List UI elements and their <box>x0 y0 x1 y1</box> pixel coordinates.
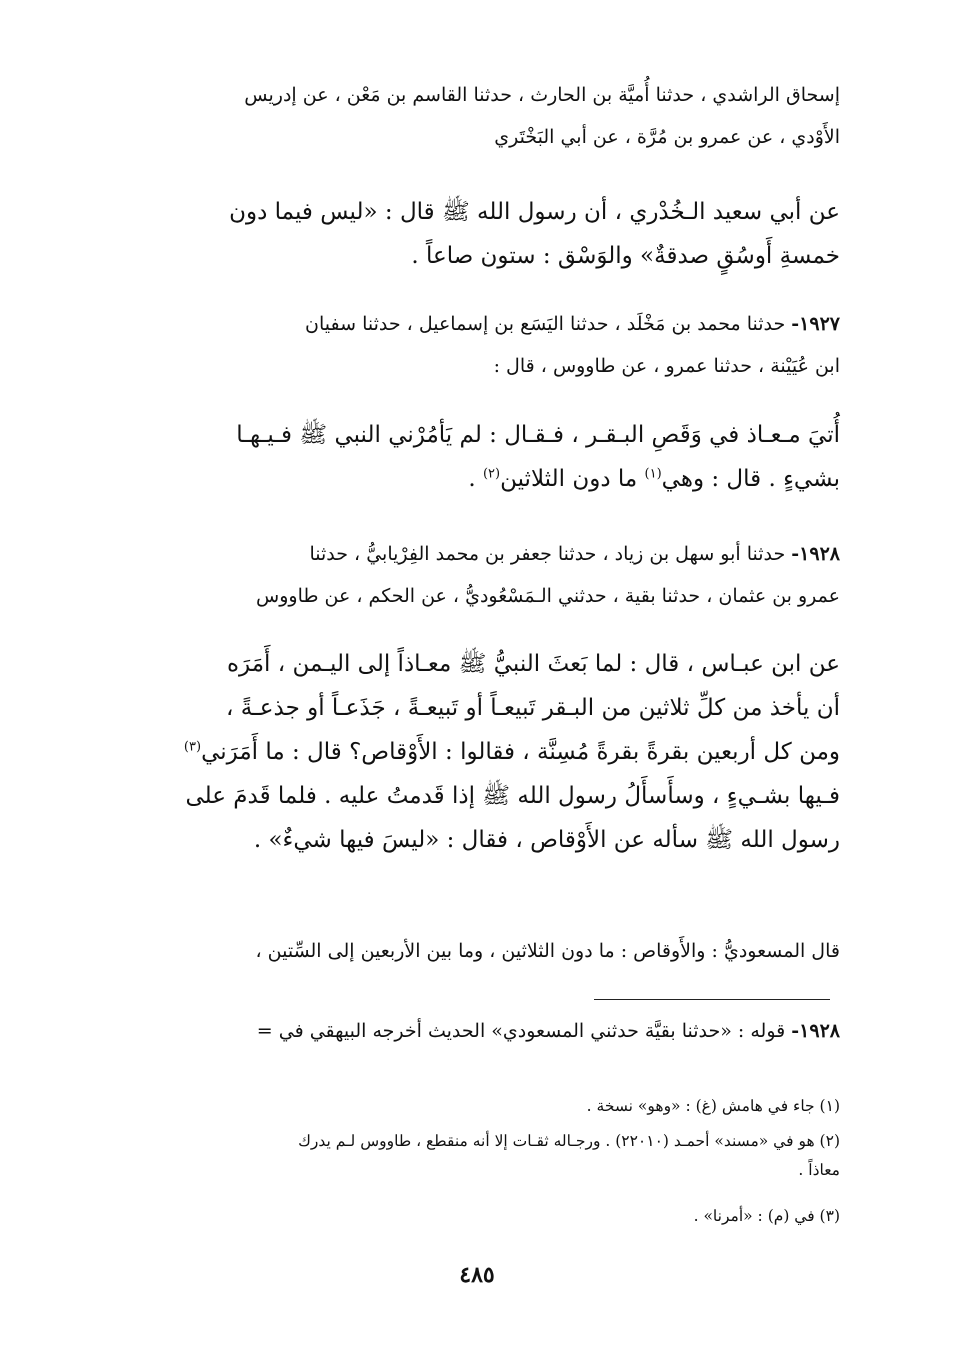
text-line: أُتيَ مـعـاذ في وَقَصِ البـقـر ، فـقـال : لم يَأمُرْني النبي ﷺ فـيـهـا <box>236 422 840 448</box>
text-line: رسول الله ﷺ سأله عن الأَوْقاص ، فقال : «ليسَ فيها شيءٌ» . <box>253 827 840 853</box>
footnote-marker: (٣) <box>183 739 202 755</box>
text-fragment: . <box>468 466 483 492</box>
footnote-3 <box>120 1202 840 1231</box>
text-line: حدثنا أبو سهل بن زياد ، حدثنا جعفر بن محمد الفِرْيابيُّ ، حدثنا <box>309 543 786 565</box>
text-line: عن ابن عبـاس ، قال : لما بَعثَ النبيُّ ﷺ معـاذاً إلى اليـمن ، أَمَرَه <box>226 651 840 677</box>
text-line: (٢) هو في «مسند» أحمـد (٢٢٠١٠) . ورجـاله ثقـات إلا أنه منقطع ، طاووس لـم يدرك <box>298 1132 840 1150</box>
footnote-marker: (٢) <box>482 466 501 482</box>
footnote-2 <box>120 1127 840 1185</box>
text-line: بشيءٍ . قال : وهي <box>661 466 840 492</box>
commentary-line <box>120 930 840 972</box>
hadith-1927-text <box>120 413 840 501</box>
text-line: ابن عُيَيْنة ، حدثنا عمرو ، عن طاووس ، قال : <box>493 355 840 377</box>
text-line: قوله : «حدثنا بقيَّة حدثني المسعودي» الحديث أخرجه البيهقي في = <box>256 1020 786 1042</box>
footnote-separator <box>594 999 830 1000</box>
hadith-text <box>120 190 840 278</box>
text-fragment: ما دون الثلاثين <box>500 466 645 492</box>
text-line: عمرو بن عثمان ، حدثنا بقية ، حدثني الـمَسْعُوديُّ ، عن الحكم ، عن طاووس <box>256 585 840 607</box>
isnad-continuation <box>120 74 840 158</box>
hadith-1928-text <box>120 642 840 862</box>
footnote-1 <box>120 1092 840 1121</box>
text-line: (١) جاء في هامش (غ) : «وهو» نسخة . <box>586 1097 840 1115</box>
text-line: إسحاق الراشدي ، حدثنا أُميَّة بن الحارث ، حدثنا القاسم بن مَعْن ، عن إدريس <box>244 84 840 106</box>
page-number: ٤٨٥ <box>459 1262 495 1288</box>
text-line: حدثنا محمد بن مَخْلَد ، حدثنا اليَسَع بن إسماعيل ، حدثنا سفيان <box>305 313 786 335</box>
hadith-number: ١٩٢٧- <box>791 313 840 335</box>
text-line: ومن كل أربعين بقرةً بقرةً مُسِنَّة ، فقالوا : الأَوْقاص؟ قال : ما أَمَرَني <box>201 739 840 765</box>
text-line: عن أبي سعيد الـخُدْري ، أن رسول الله ﷺ قال : «ليس فيما دون <box>229 199 840 225</box>
hadith-1928-isnad <box>120 533 840 617</box>
hadith-1927-isnad <box>120 303 840 387</box>
hadith-number: ١٩٢٨- <box>791 1020 840 1042</box>
footnote-main <box>120 1016 840 1046</box>
footnote-marker: (١) <box>644 466 662 482</box>
text-line: فـيها بشـيءٍ ، وسأَسأَلُ رسول الله ﷺ إذا قَدمتُ عليه . فلما قَدمَ على <box>185 783 840 809</box>
text-line: معاذاً . <box>798 1161 840 1179</box>
text-line: قال المسعوديُّ : والأَوقاص : ما دون الثلاثين ، وما بين الأربعين إلى السِّتين ، <box>255 940 840 962</box>
text-line: (٣) في (م) : «أمرنا» . <box>693 1207 840 1225</box>
text-line: خمسةِ أَوسُقٍ صدقةٌ» والوَسْق : ستون صاعاً . <box>411 243 840 269</box>
text-line: الأَوْدي ، عن عمرو بن مُرَّة ، عن أبي البَخْتَري <box>494 126 840 148</box>
text-line: أن يأخذ من كلِّ ثلاثين من البـقر تَبيعـاً أو تَبيعـةً ، جَذَعـاً أو جذعـةً ، <box>226 695 840 721</box>
hadith-number: ١٩٢٨- <box>791 543 840 565</box>
